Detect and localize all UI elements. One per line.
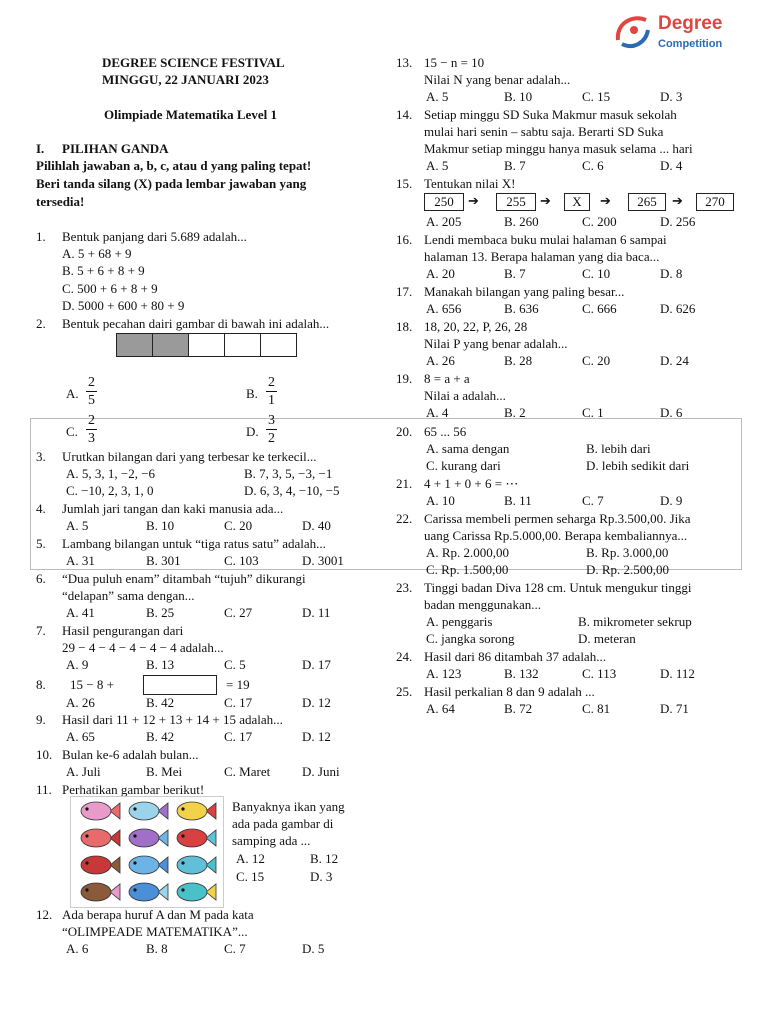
- fish-icon: [129, 856, 168, 874]
- fish-icon: [177, 829, 216, 847]
- q13-option-d[interactable]: D. 3: [660, 89, 683, 104]
- instructions-line-3: tersedia!: [36, 194, 85, 209]
- q2-option-b[interactable]: B.: [246, 386, 258, 401]
- logo-subtitle: Competition: [658, 38, 723, 50]
- arrow-right-icon: ➔: [672, 193, 683, 208]
- q15-option-d[interactable]: D. 256: [660, 214, 696, 229]
- fish-icon: [129, 829, 168, 847]
- q18-number: 18.: [396, 319, 413, 334]
- q15-text: Tentukan nilai X!: [424, 176, 516, 191]
- q25-option-c[interactable]: C. 81: [582, 701, 611, 716]
- fish-icon: [81, 856, 120, 874]
- q16-text: Lendi membaca buku mulai halaman 6 sampai: [424, 232, 667, 247]
- fish-icon: [129, 802, 168, 820]
- q1-text: Bentuk panjang dari 5.689 adalah...: [62, 229, 247, 244]
- q2-option-a-fraction: [86, 374, 97, 409]
- q7-option-b[interactable]: B. 13: [146, 657, 175, 672]
- q2-bar-segment: [189, 334, 225, 356]
- q12-option-b[interactable]: B. 8: [146, 941, 168, 956]
- q15-sequence-box: 270: [696, 193, 734, 211]
- q15-option-b[interactable]: B. 260: [504, 214, 539, 229]
- q8-text-right: = 19: [226, 677, 250, 692]
- exam-date: MINGGU, 22 JANUARI 2023: [102, 72, 269, 87]
- q17-option-b[interactable]: B. 636: [504, 301, 539, 316]
- q14-text: Setiap minggu SD Suka Makmur masuk sekolah: [424, 107, 677, 122]
- q22-option-b[interactable]: B. Rp. 3.000,00: [586, 545, 669, 560]
- q19-option-d[interactable]: D. 6: [660, 405, 683, 420]
- q6-option-c[interactable]: C. 27: [224, 605, 253, 620]
- q8-number: 8.: [36, 677, 46, 692]
- q14-text-3: Makmur setiap minggu hanya masuk selama ... hari: [424, 141, 693, 156]
- q5-option-d[interactable]: D. 3001: [302, 553, 344, 568]
- q6-option-a[interactable]: A. 41: [66, 605, 95, 620]
- q22-text-2: uang Carissa Rp.5.000,00. Berapa kembaliannya...: [424, 528, 688, 543]
- q13-text: 15 − n = 10: [424, 55, 485, 70]
- q24-number: 24.: [396, 649, 413, 664]
- fish-icon: [81, 883, 120, 901]
- q13-option-a[interactable]: A. 5: [426, 89, 449, 104]
- q13-option-b[interactable]: B. 10: [504, 89, 533, 104]
- fraction-denominator: 2: [268, 431, 275, 446]
- q8-option-a[interactable]: A. 26: [66, 695, 95, 710]
- fraction-numerator: 3: [268, 413, 275, 428]
- q5-option-b[interactable]: B. 301: [146, 553, 181, 568]
- q15-option-c[interactable]: C. 200: [582, 214, 617, 229]
- q13-number: 13.: [396, 55, 413, 70]
- q15-sequence-box: 265: [628, 193, 666, 211]
- fish-icon: [81, 802, 120, 820]
- q7-option-d[interactable]: D. 17: [302, 657, 331, 672]
- q16-option-a[interactable]: A. 20: [426, 266, 455, 281]
- q2-bar-segment: [225, 334, 261, 356]
- q1-number: 1.: [36, 229, 46, 244]
- q2-text: Bentuk pecahan dairi gambar di bawah ini adalah...: [62, 316, 330, 331]
- fraction-denominator: 5: [88, 393, 95, 408]
- q23-option-c[interactable]: C. jangka sorong: [426, 631, 515, 646]
- q21-option-b[interactable]: B. 11: [504, 493, 532, 508]
- q13-option-c[interactable]: C. 15: [582, 89, 611, 104]
- q1-option-a[interactable]: A. 5 + 68 + 9: [62, 246, 132, 261]
- q3-option-a[interactable]: A. 5, 3, 1, −2, −6: [66, 466, 156, 481]
- q19-option-b[interactable]: B. 2: [504, 405, 526, 420]
- q16-option-c[interactable]: C. 10: [582, 266, 611, 281]
- q6-option-b[interactable]: B. 25: [146, 605, 175, 620]
- q2-fraction-bar: [116, 333, 297, 357]
- q14-number: 14.: [396, 107, 413, 122]
- q14-option-b[interactable]: B. 7: [504, 158, 526, 173]
- q25-text: Hasil perkalian 8 dan 9 adalah ...: [424, 684, 595, 699]
- q23-text-2: badan menggunakan...: [424, 597, 541, 612]
- q6-text: “Dua puluh enam” ditambah “tujuh” dikurangi: [62, 571, 306, 586]
- fraction-numerator: 2: [88, 413, 95, 428]
- fish-icon: [81, 829, 120, 847]
- q4-text: Jumlah jari tangan dan kaki manusia ada...: [62, 501, 284, 516]
- q2-option-c[interactable]: C.: [66, 424, 78, 439]
- q20-option-c[interactable]: C. kurang dari: [426, 458, 501, 473]
- q11-side-text-3: samping ada ...: [232, 833, 311, 848]
- q5-number: 5.: [36, 536, 46, 551]
- q2-option-d[interactable]: D.: [246, 424, 259, 439]
- q10-option-a[interactable]: A. Juli: [66, 764, 101, 779]
- q12-option-a[interactable]: A. 6: [66, 941, 89, 956]
- q9-option-b[interactable]: B. 42: [146, 729, 175, 744]
- q3-option-b[interactable]: B. 7, 3, 5, −3, −1: [244, 466, 333, 481]
- q8-option-c[interactable]: C. 17: [224, 695, 253, 710]
- q9-text: Hasil dari 11 + 12 + 13 + 14 + 15 adalah...: [62, 712, 283, 727]
- q20-option-d[interactable]: D. lebih sedikit dari: [586, 458, 690, 473]
- q24-option-a[interactable]: A. 123: [426, 666, 462, 681]
- q4-number: 4.: [36, 501, 46, 516]
- q11-number: 11.: [36, 782, 52, 797]
- q23-number: 23.: [396, 580, 413, 595]
- q18-option-c[interactable]: C. 20: [582, 353, 611, 368]
- q20-option-b[interactable]: B. lebih dari: [586, 441, 651, 456]
- q19-option-c[interactable]: C. 1: [582, 405, 604, 420]
- fish-icon: [177, 883, 216, 901]
- q3-option-d[interactable]: D. 6, 3, 4, −10, −5: [244, 483, 340, 498]
- q11-text: Perhatikan gambar berikut!: [62, 782, 205, 797]
- q4-option-b[interactable]: B. 10: [146, 518, 175, 533]
- q2-bar-segment-shaded: [117, 334, 153, 356]
- q11-option-a[interactable]: A. 12: [236, 851, 265, 866]
- section-title: PILIHAN GANDA: [62, 141, 169, 156]
- degree-competition-logo: [612, 10, 742, 56]
- q15-sequence-box: 250: [424, 193, 464, 211]
- q25-number: 25.: [396, 684, 413, 699]
- q13-text-2: Nilai N yang benar adalah...: [424, 72, 571, 87]
- q24-option-b[interactable]: B. 132: [504, 666, 539, 681]
- fish-icon: [177, 802, 216, 820]
- q25-option-d[interactable]: D. 71: [660, 701, 689, 716]
- q7-text-2: 29 − 4 − 4 − 4 − 4 − 4 adalah...: [62, 640, 224, 655]
- q7-option-c[interactable]: C. 5: [224, 657, 246, 672]
- q17-option-a[interactable]: A. 656: [426, 301, 462, 316]
- q9-option-c[interactable]: C. 17: [224, 729, 253, 744]
- q9-option-d[interactable]: D. 12: [302, 729, 331, 744]
- fish-grid-illustration: [71, 797, 223, 907]
- fraction-numerator: 2: [268, 375, 275, 390]
- q2-option-d-fraction: [266, 412, 277, 447]
- q11-option-b[interactable]: B. 12: [310, 851, 339, 866]
- q18-option-a[interactable]: A. 26: [426, 353, 455, 368]
- q11-option-c[interactable]: C. 15: [236, 869, 265, 884]
- q11-side-text-1: Banyaknya ikan yang: [232, 799, 345, 814]
- q4-option-c[interactable]: C. 20: [224, 518, 253, 533]
- q17-option-c[interactable]: C. 666: [582, 301, 617, 316]
- q8-answer-blank: [143, 675, 217, 695]
- instructions-line-1: Pilihlah jawaban a, b, c, atau d yang paling tepat!: [36, 158, 312, 173]
- arrow-right-icon: ➔: [600, 193, 611, 208]
- q8-option-b[interactable]: B. 42: [146, 695, 175, 710]
- q18-text: 18, 20, 22, P, 26, 28: [424, 319, 528, 334]
- q19-text: 8 = a + a: [424, 371, 470, 386]
- q2-number: 2.: [36, 316, 46, 331]
- fraction-denominator: 1: [268, 393, 275, 408]
- q20-option-a[interactable]: A. sama dengan: [426, 441, 510, 456]
- q2-option-b-fraction: [266, 374, 277, 409]
- q23-option-d[interactable]: D. meteran: [578, 631, 636, 646]
- q14-option-c[interactable]: C. 6: [582, 158, 604, 173]
- q3-option-c[interactable]: C. −10, 2, 3, 1, 0: [66, 483, 154, 498]
- q20-number: 20.: [396, 424, 413, 439]
- q8-text-left: 15 − 8 +: [70, 677, 114, 692]
- q9-option-a[interactable]: A. 65: [66, 729, 95, 744]
- q22-number: 22.: [396, 511, 413, 526]
- q7-text: Hasil pengurangan dari: [62, 623, 184, 638]
- q19-option-a[interactable]: A. 4: [426, 405, 449, 420]
- q15-option-a[interactable]: A. 205: [426, 214, 462, 229]
- q22-option-a[interactable]: A. Rp. 2.000,00: [426, 545, 510, 560]
- q14-option-d[interactable]: D. 4: [660, 158, 683, 173]
- q21-option-a[interactable]: A. 10: [426, 493, 455, 508]
- q14-option-a[interactable]: A. 5: [426, 158, 449, 173]
- q22-option-d[interactable]: D. Rp. 2.500,00: [586, 562, 670, 577]
- q17-text: Manakah bilangan yang paling besar...: [424, 284, 625, 299]
- q2-option-a[interactable]: A.: [66, 386, 79, 401]
- q5-text: Lambang bilangan untuk “tiga ratus satu” adalah...: [62, 536, 326, 551]
- fraction-denominator: 3: [88, 431, 95, 446]
- q2-option-c-fraction: [86, 412, 97, 447]
- q10-option-d[interactable]: D. Juni: [302, 764, 340, 779]
- q6-text-2: “delapan” sama dengan...: [62, 588, 195, 603]
- q23-option-a[interactable]: A. penggaris: [426, 614, 493, 629]
- q16-number: 16.: [396, 232, 413, 247]
- q6-number: 6.: [36, 571, 46, 586]
- arrow-right-icon: ➔: [540, 193, 551, 208]
- q23-text: Tinggi badan Diva 128 cm. Untuk mengukur tinggi: [424, 580, 692, 595]
- q21-option-c[interactable]: C. 7: [582, 493, 604, 508]
- q25-option-a[interactable]: A. 64: [426, 701, 455, 716]
- fish-icon: [177, 856, 216, 874]
- q25-option-b[interactable]: B. 72: [504, 701, 533, 716]
- instructions-line-2: Beri tanda silang (X) pada lembar jawaban yang: [36, 176, 307, 191]
- q10-option-b[interactable]: B. Mei: [146, 764, 183, 779]
- q19-text-2: Nilai a adalah...: [424, 388, 506, 403]
- q17-number: 17.: [396, 284, 413, 299]
- q14-text-2: mulai hari senin – sabtu saja. Berarti SD Suka: [424, 124, 664, 139]
- q1-option-d[interactable]: D. 5000 + 600 + 80 + 9: [62, 298, 185, 313]
- fraction-numerator: 2: [88, 375, 95, 390]
- level-title: Olimpiade Matematika Level 1: [104, 107, 277, 122]
- q5-option-c[interactable]: C. 103: [224, 553, 259, 568]
- q3-text: Urutkan bilangan dari yang terbesar ke terkecil...: [62, 449, 317, 464]
- q4-option-d[interactable]: D. 40: [302, 518, 331, 533]
- q21-text: 4 + 1 + 0 + 6 = ⋯: [424, 476, 519, 491]
- q12-text: Ada berapa huruf A dan M pada kata: [62, 907, 254, 922]
- q2-bar-segment-shaded: [153, 334, 189, 356]
- q12-option-c[interactable]: C. 7: [224, 941, 246, 956]
- q18-option-d[interactable]: D. 24: [660, 353, 689, 368]
- q1-option-b[interactable]: B. 5 + 6 + 8 + 9: [62, 263, 145, 278]
- q6-option-d[interactable]: D. 11: [302, 605, 331, 620]
- q23-option-b[interactable]: B. mikrometer sekrup: [578, 614, 692, 629]
- q2-bar-segment: [261, 334, 296, 356]
- q11-option-d[interactable]: D. 3: [310, 869, 333, 884]
- q1-option-c[interactable]: C. 500 + 6 + 8 + 9: [62, 281, 158, 296]
- q3-number: 3.: [36, 449, 46, 464]
- festival-title: DEGREE SCIENCE FESTIVAL: [102, 55, 285, 70]
- q12-number: 12.: [36, 907, 53, 922]
- q24-option-c[interactable]: C. 113: [582, 666, 617, 681]
- q15-number: 15.: [396, 176, 413, 191]
- q16-option-b[interactable]: B. 7: [504, 266, 526, 281]
- arrow-right-icon: ➔: [468, 193, 479, 208]
- section-number: I.: [36, 141, 45, 156]
- q18-text-2: Nilai P yang benar adalah...: [424, 336, 568, 351]
- q21-number: 21.: [396, 476, 413, 491]
- q10-number: 10.: [36, 747, 53, 762]
- q22-option-c[interactable]: C. Rp. 1.500,00: [426, 562, 509, 577]
- q24-text: Hasil dari 86 ditambah 37 adalah...: [424, 649, 606, 664]
- q22-text: Carissa membeli permen seharga Rp.3.500,00. Jika: [424, 511, 691, 526]
- q18-option-b[interactable]: B. 28: [504, 353, 533, 368]
- q11-side-text-2: ada pada gambar di: [232, 816, 334, 831]
- q15-sequence-box: 255: [496, 193, 536, 211]
- q24-option-d[interactable]: D. 112: [660, 666, 695, 681]
- q11-fish-image: [70, 796, 224, 908]
- q20-text: 65 ... 56: [424, 424, 467, 439]
- q17-option-d[interactable]: D. 626: [660, 301, 696, 316]
- q16-option-d[interactable]: D. 8: [660, 266, 683, 281]
- q12-text-2: “OLIMPEADE MATEMATIKA”...: [62, 924, 248, 939]
- q15-sequence-box-unknown: X: [564, 193, 590, 211]
- q7-number: 7.: [36, 623, 46, 638]
- q9-number: 9.: [36, 712, 46, 727]
- q19-number: 19.: [396, 371, 413, 386]
- q10-option-c[interactable]: C. Maret: [224, 764, 271, 779]
- q10-text: Bulan ke-6 adalah bulan...: [62, 747, 199, 762]
- q7-option-a[interactable]: A. 9: [66, 657, 89, 672]
- q21-option-d[interactable]: D. 9: [660, 493, 683, 508]
- fish-icon: [129, 883, 168, 901]
- q8-option-d[interactable]: D. 12: [302, 695, 331, 710]
- q5-option-a[interactable]: A. 31: [66, 553, 95, 568]
- logo-wordmark: Degree: [658, 13, 723, 34]
- q16-text-2: halaman 13. Berapa halaman yang dia baca...: [424, 249, 660, 264]
- q12-option-d[interactable]: D. 5: [302, 941, 325, 956]
- q4-option-a[interactable]: A. 5: [66, 518, 89, 533]
